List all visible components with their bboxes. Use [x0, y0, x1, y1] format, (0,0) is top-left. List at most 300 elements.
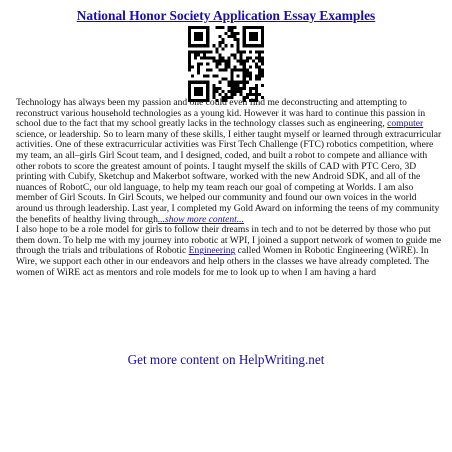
qr-module [228, 59, 231, 62]
qr-module [234, 53, 237, 56]
document-title-link[interactable]: National Honor Society Application Essay Examples [76, 8, 376, 23]
qr-module [258, 72, 261, 75]
qr-module [240, 87, 243, 90]
qr-module [240, 53, 243, 56]
qr-module [258, 56, 261, 59]
qr-module [255, 35, 258, 38]
qr-module [231, 53, 234, 56]
qr-module [200, 62, 203, 65]
qr-module [188, 81, 191, 84]
qr-module [188, 50, 191, 53]
qr-module [221, 38, 224, 41]
qr-module [197, 38, 200, 41]
qr-module [215, 50, 218, 53]
qr-module [243, 41, 246, 44]
qr-module [255, 32, 258, 35]
qr-module [197, 81, 200, 84]
qr-module [258, 59, 261, 62]
qr-module [231, 69, 234, 72]
qr-module [234, 32, 237, 35]
qr-module [188, 53, 191, 56]
qr-module [255, 75, 258, 78]
qr-module [224, 66, 227, 69]
qr-module [237, 41, 240, 44]
qr-module [228, 66, 231, 69]
qr-module [206, 29, 209, 32]
qr-module [258, 66, 261, 69]
qr-module [231, 87, 234, 90]
qr-module [212, 93, 215, 96]
qr-module [221, 41, 224, 44]
qr-module [206, 81, 209, 84]
show-more-content-link[interactable]: ...show more content... [157, 213, 244, 225]
qr-module [212, 56, 215, 59]
qr-module [234, 84, 237, 87]
qr-module [188, 59, 191, 62]
qr-module [231, 75, 234, 78]
qr-module [212, 44, 215, 47]
qr-module [249, 87, 252, 90]
qr-module [215, 62, 218, 65]
qr-module [258, 69, 261, 72]
qr-module [246, 72, 249, 75]
qr-module [255, 44, 258, 47]
qr-module [249, 50, 252, 53]
qr-module [255, 38, 258, 41]
qr-module [197, 62, 200, 65]
qr-module [249, 56, 252, 59]
qr-module [197, 93, 200, 96]
qr-module [188, 38, 191, 41]
qr-module [258, 93, 261, 96]
qr-module [188, 93, 191, 96]
qr-module [218, 35, 221, 38]
qr-module [240, 81, 243, 84]
qr-module [240, 50, 243, 53]
qr-module [237, 50, 240, 53]
qr-module [224, 69, 227, 72]
qr-module [237, 44, 240, 47]
qr-module [194, 90, 197, 93]
qr-module [194, 87, 197, 90]
qr-module [252, 93, 255, 96]
qr-module [206, 32, 209, 35]
qr-module [203, 56, 206, 59]
qr-module [200, 87, 203, 90]
qr-module [188, 41, 191, 44]
qr-module [252, 44, 255, 47]
qr-module [240, 56, 243, 59]
qr-module [258, 78, 261, 81]
qr-module [231, 81, 234, 84]
qr-module [249, 44, 252, 47]
qr-module [209, 56, 212, 59]
qr-module [209, 69, 212, 72]
qr-module [249, 72, 252, 75]
qr-module [255, 66, 258, 69]
qr-module [243, 81, 246, 84]
qr-module [197, 66, 200, 69]
qr-module [218, 62, 221, 65]
qr-module [200, 81, 203, 84]
qr-module [231, 78, 234, 81]
qr-module [203, 50, 206, 53]
qr-module [228, 56, 231, 59]
qr-module [243, 69, 246, 72]
qr-module [194, 93, 197, 96]
qr-module [252, 87, 255, 90]
qr-module [261, 38, 264, 41]
qr-module [212, 75, 215, 78]
qr-module [200, 56, 203, 59]
qr-module [191, 66, 194, 69]
qr-module [215, 26, 218, 29]
qr-module [197, 53, 200, 56]
qr-module [200, 44, 203, 47]
qr-module [252, 26, 255, 29]
qr-module [228, 35, 231, 38]
qr-module [215, 90, 218, 93]
qr-module [215, 66, 218, 69]
qr-module [258, 53, 261, 56]
qr-module [231, 90, 234, 93]
qr-module [237, 69, 240, 72]
qr-module [191, 44, 194, 47]
qr-module [218, 59, 221, 62]
qr-module [218, 93, 221, 96]
qr-module [249, 78, 252, 81]
qr-module [206, 26, 209, 29]
qr-module [197, 72, 200, 75]
qr-module [261, 56, 264, 59]
qr-module [221, 59, 224, 62]
qr-module [243, 75, 246, 78]
qr-module [197, 35, 200, 38]
qr-module [243, 84, 246, 87]
qr-module [261, 62, 264, 65]
qr-module [231, 32, 234, 35]
qr-module [194, 56, 197, 59]
qr-module [240, 59, 243, 62]
qr-module [197, 32, 200, 35]
qr-module [261, 75, 264, 78]
qr-module [261, 35, 264, 38]
qr-module [212, 90, 215, 93]
qr-module [228, 84, 231, 87]
qr-module [194, 50, 197, 53]
qr-module [203, 26, 206, 29]
qr-module [237, 32, 240, 35]
qr-module [191, 50, 194, 53]
qr-module [191, 75, 194, 78]
qr-module [191, 81, 194, 84]
qr-module [249, 66, 252, 69]
qr-module [240, 62, 243, 65]
qr-module [255, 87, 258, 90]
qr-module [218, 41, 221, 44]
qr-module [252, 38, 255, 41]
qr-module [221, 56, 224, 59]
qr-module [194, 32, 197, 35]
qr-module [221, 69, 224, 72]
qr-module [234, 56, 237, 59]
qr-module [218, 87, 221, 90]
qr-module [188, 35, 191, 38]
qr-module [243, 38, 246, 41]
qr-module [200, 93, 203, 96]
qr-module [249, 75, 252, 78]
qr-module [203, 75, 206, 78]
qr-module [237, 87, 240, 90]
paragraph-1-text-b: science, or leadership. So to learn many of these skills, I either taught myself or learned through extracurricular activities. One of these extracurricular activities was First Tech Challenge (FTC) robotics competition, where my team, an all–girls Girl Scout team, and I designed, coded, and built a robot to compete and alliance with other robots to score the greatest amount of points. I taught myself the skills of CAD with PTC Cero, 3D printing with Cubify, Sketchup and Makerbot software, worked with the new Android SDK, and all of the nuances of RobotC, our old language, to help my team reach our goal of competing at Worlds. I am also member of Girl Scouts. In Girl Scouts, we helped our community and found our own voices in the world around us through leadership. Last year, I completed my Gold Award on informing the teens of my community the benefits of healthy living through [16, 128, 442, 225]
qr-module [200, 35, 203, 38]
qr-module [261, 32, 264, 35]
qr-module [255, 90, 258, 93]
qr-module [246, 93, 249, 96]
qr-module [261, 72, 264, 75]
qr-module [246, 69, 249, 72]
qr-module [218, 81, 221, 84]
qr-module [206, 38, 209, 41]
qr-module [243, 29, 246, 32]
qr-module [194, 44, 197, 47]
qr-module [231, 44, 234, 47]
qr-module [224, 62, 227, 65]
qr-module [203, 81, 206, 84]
qr-module [212, 84, 215, 87]
qr-module [249, 90, 252, 93]
qr-module [206, 90, 209, 93]
qr-module [194, 26, 197, 29]
qr-module [188, 84, 191, 87]
qr-module [206, 87, 209, 90]
qr-module [218, 44, 221, 47]
qr-module [246, 75, 249, 78]
qr-module [228, 62, 231, 65]
qr-module [215, 59, 218, 62]
qr-module [243, 32, 246, 35]
computer-link[interactable]: computer [387, 118, 424, 130]
qr-module [218, 26, 221, 29]
qr-module [221, 90, 224, 93]
qr-module [197, 26, 200, 29]
qr-module [194, 38, 197, 41]
qr-module [203, 53, 206, 56]
qr-module [231, 72, 234, 75]
qr-module [188, 66, 191, 69]
qr-module [258, 50, 261, 53]
qr-module [252, 35, 255, 38]
qr-module [234, 26, 237, 29]
qr-module [221, 78, 224, 81]
qr-module [237, 84, 240, 87]
qr-module [218, 56, 221, 59]
qr-module [249, 38, 252, 41]
engineering-link[interactable]: Engineering [188, 245, 236, 257]
qr-module [243, 35, 246, 38]
qr-module [243, 78, 246, 81]
qr-module [206, 62, 209, 65]
qr-module [255, 56, 258, 59]
qr-module [228, 26, 231, 29]
qr-module [261, 50, 264, 53]
qr-module [212, 87, 215, 90]
qr-module [191, 26, 194, 29]
qr-module [194, 53, 197, 56]
qr-module [237, 75, 240, 78]
qr-module [240, 93, 243, 96]
qr-module [243, 62, 246, 65]
qr-module [237, 38, 240, 41]
qr-module [203, 44, 206, 47]
qr-module [246, 59, 249, 62]
qr-module [218, 69, 221, 72]
qr-module [258, 44, 261, 47]
qr-module [224, 93, 227, 96]
qr-module [231, 93, 234, 96]
qr-module [224, 44, 227, 47]
qr-module [197, 50, 200, 53]
qr-module [206, 84, 209, 87]
qr-module [234, 81, 237, 84]
qr-module [252, 59, 255, 62]
qr-module [188, 90, 191, 93]
qr-module [188, 87, 191, 90]
qr-module [209, 50, 212, 53]
qr-module [243, 87, 246, 90]
qr-module [234, 66, 237, 69]
qr-module [255, 62, 258, 65]
qr-module [188, 56, 191, 59]
qr-module [188, 29, 191, 32]
qr-module [228, 90, 231, 93]
qr-module [206, 41, 209, 44]
qr-module [197, 69, 200, 72]
essay-body [16, 98, 444, 278]
qr-module [243, 72, 246, 75]
qr-module [194, 35, 197, 38]
paragraph-1-text-a: Technology has always been my passion and one could even find me deconstructing and attempting to reconstruct various household technologies as a young kid. However it was hard to continue this passion in school due to the fact that my school greatly lacks in the technology classes such as engineering, [16, 97, 426, 130]
qr-module [218, 53, 221, 56]
qr-module [206, 35, 209, 38]
qr-module [261, 41, 264, 44]
qr-module [261, 44, 264, 47]
qr-module [215, 87, 218, 90]
qr-module [188, 62, 191, 65]
qr-code-icon [188, 26, 264, 102]
qr-module [234, 93, 237, 96]
qr-module [224, 78, 227, 81]
qr-module [194, 81, 197, 84]
qr-module [255, 84, 258, 87]
qr-module [261, 69, 264, 72]
qr-module [255, 50, 258, 53]
qr-module [249, 26, 252, 29]
essay-paragraph-1 [16, 98, 444, 225]
qr-module [188, 69, 191, 72]
qr-module [237, 59, 240, 62]
qr-module [234, 90, 237, 93]
qr-module [243, 44, 246, 47]
qr-module [224, 59, 227, 62]
qr-module [258, 26, 261, 29]
paragraph-2-text-a: I also hope to be a role model for girls to follow their dreams in tech and to not be deterred by those who put them down. To help me with my journey into robotic at WPI, I joined a support network of women to guide me through the trials and tribulations of Robotic [16, 224, 442, 257]
qr-module [231, 35, 234, 38]
qr-module [261, 84, 264, 87]
qr-module [249, 35, 252, 38]
qr-module [258, 75, 261, 78]
qr-module [243, 26, 246, 29]
qr-module [252, 32, 255, 35]
qr-module [243, 66, 246, 69]
qr-module [206, 93, 209, 96]
qr-module [243, 59, 246, 62]
qr-module [237, 81, 240, 84]
qr-module [249, 93, 252, 96]
qr-module [234, 87, 237, 90]
qr-module [206, 75, 209, 78]
qr-module [240, 90, 243, 93]
qr-module [240, 69, 243, 72]
qr-module [255, 26, 258, 29]
qr-module [234, 38, 237, 41]
essay-paragraph-2 [16, 225, 444, 278]
qr-module [255, 78, 258, 81]
qr-module [212, 59, 215, 62]
qr-module [197, 87, 200, 90]
qr-module [246, 26, 249, 29]
qr-module [261, 26, 264, 29]
qr-module [246, 81, 249, 84]
qr-module [188, 26, 191, 29]
qr-module [197, 90, 200, 93]
get-more-content-link[interactable]: Get more content on HelpWriting.net [127, 352, 325, 367]
qr-module [206, 69, 209, 72]
qr-module [228, 81, 231, 84]
qr-module [206, 50, 209, 53]
qr-module [249, 32, 252, 35]
qr-module [228, 29, 231, 32]
qr-module [188, 44, 191, 47]
qr-module [206, 44, 209, 47]
qr-module [246, 44, 249, 47]
qr-module [197, 44, 200, 47]
qr-module [215, 75, 218, 78]
qr-module [237, 90, 240, 93]
qr-module [200, 38, 203, 41]
qr-module [221, 47, 224, 50]
qr-module [200, 90, 203, 93]
paragraph-2-text-b: called Women in Robotic Engineering (WiRE). In Wire, we support each other in our endeavors and help others in the classes we have already completed. The women of WiRE act as mentors and role models for me to look up to when I am having a hard [16, 245, 429, 278]
qr-module [237, 47, 240, 50]
qr-module [246, 56, 249, 59]
qr-module [221, 26, 224, 29]
qr-module [255, 93, 258, 96]
qr-module [261, 29, 264, 32]
qr-module [215, 47, 218, 50]
qr-module [200, 32, 203, 35]
qr-module [224, 32, 227, 35]
qr-module [243, 50, 246, 53]
qr-module [261, 59, 264, 62]
qr-module [234, 69, 237, 72]
qr-module [234, 35, 237, 38]
qr-module [200, 50, 203, 53]
qr-module [200, 26, 203, 29]
qr-module [206, 56, 209, 59]
qr-module [231, 84, 234, 87]
qr-module [188, 32, 191, 35]
